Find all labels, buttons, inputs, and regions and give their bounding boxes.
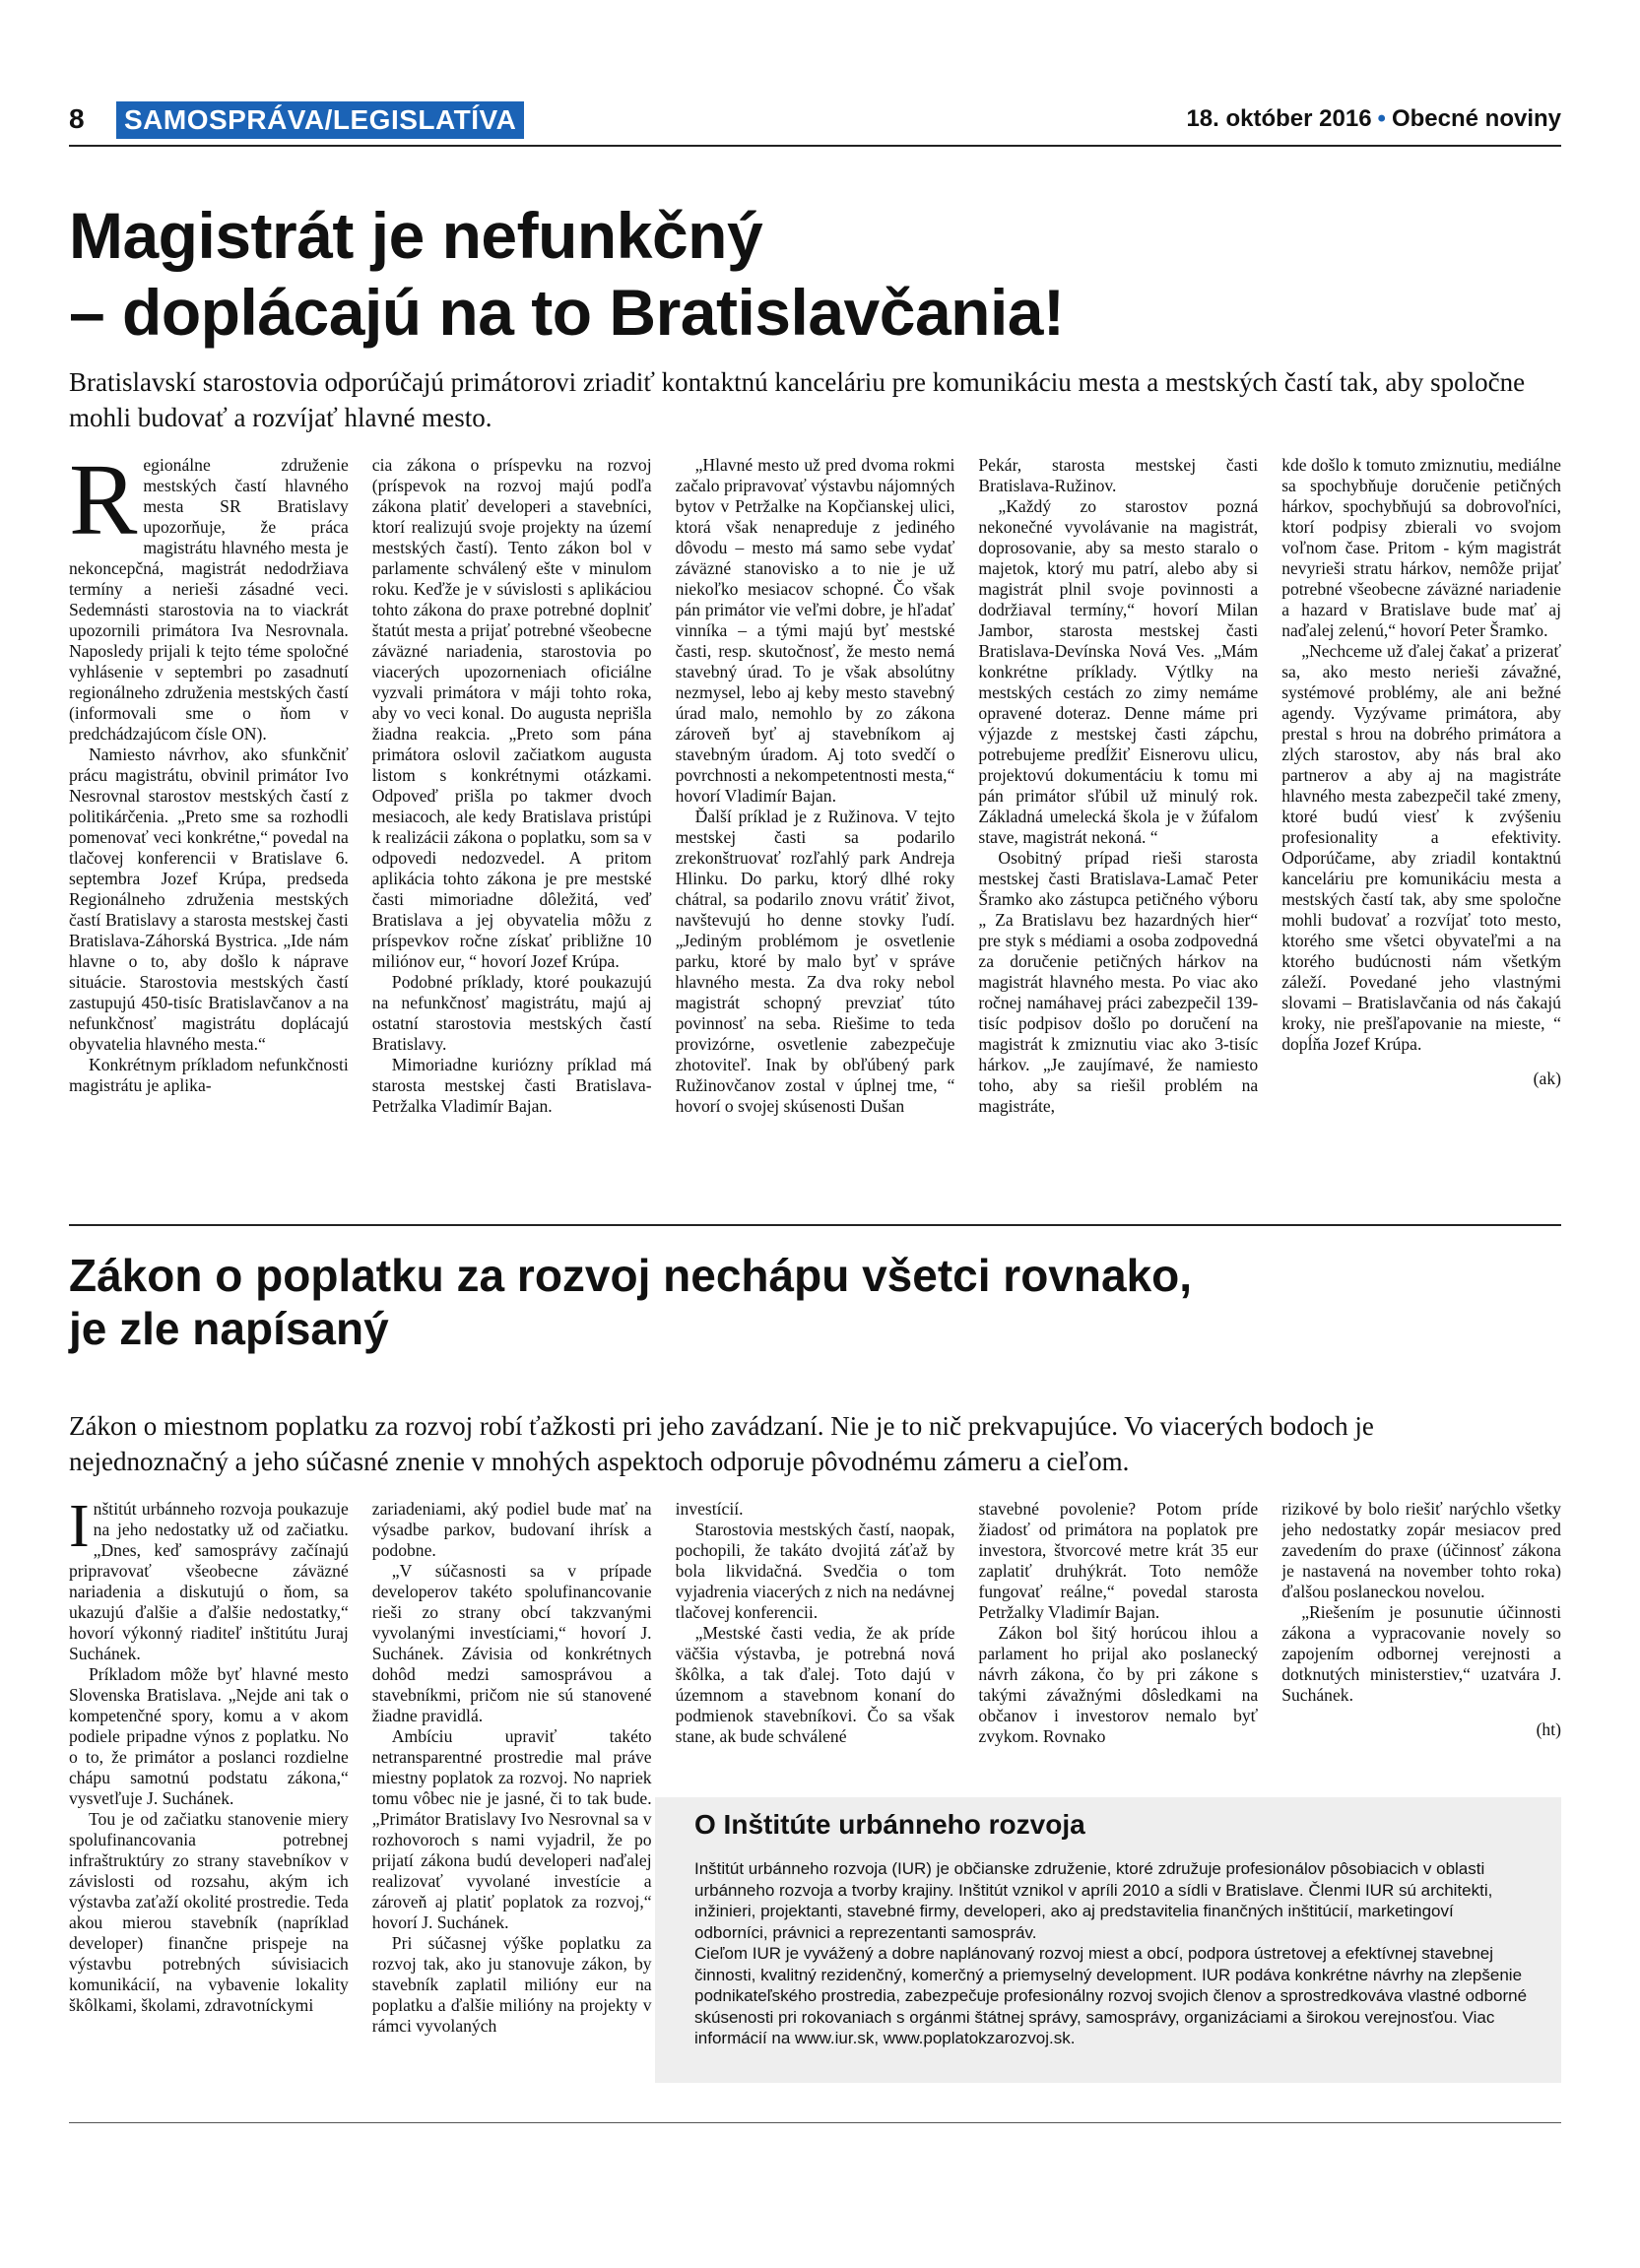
article1-paragraph: Ďalší príklad je z Ružinova. V tejto mestskej časti sa podarilo zrekonštruovať rozľahlý park Andreja Hlinku. Do parku, ktorý dlhé roky chátral, sa podarilo znovu vrátiť život, navštevujú ho denne stovky ľudí. „Jediným problémom je osvetlenie parku, ktoré by malo byť v správe hlavného mesta. Za dva roky nebol magistrát schopný prevziať túto povinnosť na seba. Riešime to teda provizórne, osvetlenie zabezpečuje zhotoviteľ. Inak by obľúbený park Ružinovčanov zostal v úplnej tme, “ hovorí o svojej skúsenosti Dušan <box>675 807 955 1116</box>
article2-paragraph: Ambíciu upraviť takéto netransparentné prostredie mal práve miestny poplatok za rozvoj. No napriek tomu vôbec nie je jasné, či to tak bude. „Primátor Bratislavy Ivo Nesrovnal sa v rozhovoroch s nami vyjadril, že po prijatí zákona budú developeri naďalej realizovať vyvolané investície a zároveň aj platiť poplatok za rozvoj,“ hovorí J. Suchánek. <box>371 1726 652 1932</box>
article1-headline-line1: Magistrát je nefunkčný <box>69 199 763 272</box>
section-label: SAMOSPRÁVA/LEGISLATÍVA <box>116 101 524 139</box>
article1-column-4 <box>978 455 1258 1213</box>
article1-headline <box>69 197 1561 351</box>
article2-headline-line2: je zle napísaný <box>69 1303 389 1354</box>
article2-paragraph: Starostovia mestských častí, naopak, pochopili, že takáto dvojitá záťaž by bola likvidačná. Svedčia o tom vyjadrenia viacerých z nich na nedávnej tlačovej konferencii. <box>675 1520 955 1622</box>
article2-paragraph: investícií. <box>675 1499 744 1519</box>
article2-paragraph: Tou je od začiatku stanovenie miery spolufinancovania potrebnej infraštruktúry zo strany stavebníkov v závislosti od rozsahu, akým ich výstavba zaťaží okolité prostredie. Teda akou mierou stavebník (napríklad developer) finančne prispeje na výstavbu potrebných súvisiacich komunikácií, na vybavenie lokality škôlkami, školami, zdravotníckymi <box>69 1809 349 2015</box>
article1-signature: (ak) <box>1533 1069 1561 1088</box>
article1-paragraph: „Hlavné mesto už pred dvoma rokmi začalo pripravovať výstavbu nájomných bytov v Petržalke na Kopčianskej ulici, ktorá však nenapreduje z jediného dôvodu – mesto má samo sebe vydať záväzné stanovisko a to nie je už niekoľko mesiacov schopné. Čo však pán primátor vie veľmi dobre, je hľadať vinníka – a tými majú byť mestské časti, resp. skutočnosť, že mesto nemá stavebný úrad. To je však absolútny nezmysel, lebo aj keby mesto stavebný úrad malo, nemohlo by zo zákona zároveň byť aj stavebníkom aj stavebným úradom. Aj toto svedčí o povrchnosti a nekompetentnosti mesta,“ hovorí Vladimír Bajan. <box>675 455 955 806</box>
bottom-rule <box>69 2122 1561 2123</box>
article2-paragraph: zariadeniami, aký podiel bude mať na výsadbe parkov, budovaní ihrísk a podobne. <box>371 1499 652 1560</box>
article1-paragraph: kde došlo k tomuto zmiznutiu, mediálne sa spochybňuje doručenie petičných hárkov, spochybňujú sa dobrovoľníci, ktorí podpisy zbierali vo svojom voľnom čase. Pritom - kým magistrát nevyrieši stratu hárkov, nemôže prijať potrebné všeobecne záväzné nariadenie a hazard v Bratislave bude mať aj naďalej zelenú,“ hovorí Peter Šramko. <box>1281 455 1561 640</box>
article1-lead: Bratislavskí starostovia odporúčajú primátorovi zriadiť kontaktnú kanceláriu pre komunikáciu mesta a mestských častí tak, aby spoločne mohli budovať a rozvíjať hlavné mesto. <box>69 367 1526 432</box>
paper-name: Obecné noviny <box>1391 105 1561 132</box>
article1-paragraph: Osobitný prípad rieši starosta mestskej časti Bratislava-Lamač Peter Šramko ako zástupca petičného výboru „ Za Bratislavu bez hazardných hier“ pre styk s médiami a osoba zodpovedná za doručenie petičných hárkov na magistrát hlavného mesta. Po viac ako ročnej namáhavej práci zabezpečil 139-tisíc podpisov došlo po doručení na magistrát k zmiznutiu viac ako 3-tisíc hárkov. „Je zaujímavé, že namiesto toho, aby sa riešil problém na magistráte, <box>978 848 1259 1116</box>
article1-column-1 <box>69 455 349 1213</box>
article2-paragraph: Zákon bol šitý horúcou ihlou a parlament ho prijal ako poslanecký návrh zákona, čo by pri zákone s takými závažnými dôsledkami na občanov i investorov nemalo byť zvykom. Rovnako <box>978 1623 1259 1746</box>
drop-cap: I <box>69 1499 90 1560</box>
article2-paragraph: rizikové by bolo riešiť narýchlo všetky jeho nedostatky zopár mesiacov pred zavedením do praxe (účinnosť zákona je nastavená na november tohto roka) ďalšou poslaneckou novelou. <box>1281 1499 1561 1601</box>
issue-date: 18. október 2016 <box>1186 105 1372 132</box>
article1-headline-line2: – doplácajú na to Bratislavčania! <box>69 276 1065 349</box>
infobox-title: O Inštitúte urbánneho rozvoja <box>694 1809 1085 1840</box>
issue-info <box>1186 105 1561 133</box>
infobox-paragraph: Cieľom IUR je vyvážený a dobre naplánovaný rozvoj miest a obcí, podpora ústretovej a efektívnej stavebnej činnosti, kvalitný rezidenčný, komerčný a priemyselný development. IUR podáva konkrétne návrhy na zlepšenie podnikateľského prostredia, zabezpečuje profesionálny rozvoj svojich členov a sprostredkováva vlastné odborné skúsenosti pri rokovaniach s orgánmi štátnej správy, samosprávy, organizáciami a širokou verejnosťou. Viac informácií na www.iur.sk, www.poplatokzarozvoj.sk. <box>694 1944 1528 2047</box>
article1-column-5 <box>1281 455 1561 1213</box>
infobox-paragraph: Inštitút urbánneho rozvoja (IUR) je občianske združenie, ktoré združuje profesionálov pôsobiacich v oblasti urbánneho rozvoja a tvorby krajiny. Inštitút vznikol v apríli 2010 a sídli v Bratislave. Členmi IUR sú architekti, inžinieri, projektanti, stavebné firmy, developeri, ako aj predstavitelia finančných inštitúcií, marketingoví odborníci, právnici a reprezentanti samospráv. <box>694 1859 1493 1942</box>
article2-paragraph: „Riešením je posunutie účinnosti zákona a vypracovanie novely so zapojením odbornej verejnosti a dotknutých ministerstiev,“ uzatvára J. Suchánek. <box>1281 1602 1561 1705</box>
article2-paragraph: „Mestské časti vedia, že ak príde väčšia výstavba, je potrebná nová škôlka, a tak ďalej. Toto dajú v územnom a stavebnom konaní do podmienok stavebníkovi. Čo sa však stane, ak bude schválené <box>675 1623 955 1746</box>
article1-paragraph: Pekár, starosta mestskej časti Bratislava-Ružinov. <box>978 455 1259 495</box>
article2-paragraph: Príkladom môže byť hlavné mesto Slovenska Bratislava. „Nejde ani tak o kompetenčné spory, komu a v akom podiele pripadne výnos z poplatku. No o to, že primátor a poslanci rozdielne chápu samotnú podstatu zákona,“ vysvetľuje J. Suchánek. <box>69 1664 349 1808</box>
article2-paragraph: Inštitút urbánneho rozvoja poukazuje na jeho nedostatky už od začiatku. „Dnes, keď samosprávy začínajú pripravovať všeobecne záväzné nariadenia a diskutujú o ňom, sa ukazujú ďalšie a ďalšie nedostatky,“ hovorí výkonný riaditeľ inštitútu Juraj Suchánek. <box>69 1499 349 1663</box>
drop-cap: R <box>69 455 138 556</box>
article2-paragraph: Pri súčasnej výške poplatku za rozvoj tak, ako ju stanovuje zákon, by stavebník zaplatil milióny eur na poplatku a ďalšie milióny na projekty v rámci vyvolaných <box>371 1933 652 2036</box>
article1-paragraph: cia zákona o príspevku na rozvoj (príspevok na rozvoj majú podľa zákona platiť developeri a stavebníci, ktorí realizujú svoje projekty na území mestských častí). Tento zákon bol v parlamente schválený ešte v minulom roku. Keďže je v súvislosti s aplikáciou tohto zákona do praxe potrebné doplniť štatút mesta a prijať potrebné všeobecne záväzné nariadenia, starostovia po viacerých upozorneniach oficiálne vyzvali primátora v máji tohto roka, aby vo veci konal. Do augusta neprišla žiadna reakcia. „Preto som pána primátora oslovil začiatkom augusta listom s konkrétnymi otázkami. Odpoveď prišla po takmer dvoch mesiacoch, ale kedy Bratislava pristúpi k realizácii zákona o poplatku, som sa v odpovedi nedozvedel. A pritom aplikácia tohto zákona je pre mestské časti mimoriadne dôležitá, veď Bratislava a jej obyvatelia môžu z príspevkov ročne získať približne 10 miliónov eur, “ hovorí Jozef Krúpa. <box>371 455 652 971</box>
infobox <box>655 1797 1561 2083</box>
article2-headline-line1: Zákon o poplatku za rozvoj nechápu všetci rovnako, <box>69 1250 1193 1301</box>
article1-paragraph: Podobné príklady, ktoré poukazujú na nefunkčnosť magistrátu, majú aj ostatní starostovia mestských častí Bratislavy. <box>371 972 652 1054</box>
article1-paragraph: „Nechceme už ďalej čakať a prizerať sa, ako mesto nerieši závažné, systémové problémy, ale ani bežné agendy. Vyzývame primátora, aby prestal s hrou na dobrého primátora a zlých starostov, aby nás bral ako partnerov a aby aj na magistráte hlavného mesta zabezpečil také zmeny, ktoré budú viesť k zvýšeniu profesionality a efektivity. Odporúčame, aby zriadil kontaktnú kanceláriu pre komunikáciu mesta a mestských častí tak, aby sme spoločne mohli budovať a rozvíjať toto mesto, ktorého sme všetci obyvateľmi a na ktorého budúcnosti nám všetkým záleží. Povedané jeho vlastnými slovami – Bratislavčania od nás čakajú kroky, nie prešľapovanie na mieste, “ dopĺňa Jozef Krúpa. <box>1281 641 1561 1054</box>
page-header <box>69 101 1561 141</box>
header-separator: • <box>1377 105 1386 132</box>
article1-paragraph: Namiesto návrhov, ako sfunkčniť prácu magistrátu, obvinil primátor Ivo Nesrovnal starostov mestských častí z politikárčenia. „Preto sme sa rozhodli pomenovať veci konkrétne,“ povedal na tlačovej konferencii v Bratislave 6. septembra Jozef Krúpa, predseda Regionálneho združenia mestských častí Bratislavy a starosta mestskej časti Bratislava-Záhorská Bystrica. „Ide nám hlavne o to, aby došlo k náprave situácie. Starostovia mestských častí zastupujú 450-tisíc Bratislavčanov a na nefunkčnosť magistrátu doplácajú obyvatelia hlavného mesta.“ <box>69 745 349 1054</box>
article-divider <box>69 1224 1561 1226</box>
article2-signature: (ht) <box>1536 1719 1561 1739</box>
article2-column-1 <box>69 1499 349 2114</box>
header-rule <box>69 145 1561 147</box>
article2-paragraph: stavebné povolenie? Potom príde žiadosť od primátora na poplatok pre investora, štvorcové metre krát 35 eur zaplatiť druhýkrát. Toto nemôže fungovať reálne,“ povedal starosta Petržalky Vladimír Bajan. <box>978 1499 1259 1622</box>
article1-paragraph: Regionálne združenie mestských častí hlavného mesta SR Bratislavy upozorňuje, že práca magistrátu hlavného mesta je nekoncepčná, magistrát nedodržiava termíny a nerieši zásadné veci. Sedemnásti starostovia na to viackrát upozornili primátora Iva Nesrovnala. Naposledy prijali k tejto téme spoločné vyhlásenie v septembri po zasadnutí regionálneho združenia mestských častí (informovali sme o ňom v predchádzajúcom čísle ON). <box>69 455 349 744</box>
infobox-text <box>694 1858 1532 2049</box>
article2-paragraph: „V súčasnosti sa v prípade developerov takéto spolufinancovanie rieši zo strany obcí takzvanými vyvolanými investíciami,“ hovorí J. Suchánek. Závisia od konkrétnych dohôd medzi samosprávou a stavebníkmi, pričom nie sú stanovené žiadne pravidlá. <box>371 1561 652 1725</box>
article2-lead: Zákon o miestnom poplatku za rozvoj robí ťažkosti pri jeho zavádzaní. Nie je to nič prekvapujúce. Vo viacerých bodoch je nejednoznačný a jeho súčasné znenie v mnohých aspektoch odporuje pôvodnému zámeru a cieľom. <box>69 1411 1374 1476</box>
article1-paragraph: Konkrétnym príkladom nefunkčnosti magistrátu je aplika- <box>69 1055 349 1095</box>
page-number: 8 <box>69 103 85 134</box>
article1-column-2 <box>372 455 652 1213</box>
article1-body <box>69 455 1561 1213</box>
article1-column-3 <box>676 455 955 1213</box>
article2-column-2 <box>372 1499 652 2114</box>
article1-paragraph: „Každý zo starostov pozná nekonečné vyvolávanie na magistrát, doprosovanie, aby sa mesto staralo o majetok, ktorý mu patrí, alebo aby si magistrát plnil svoje povinnosti a dodržiaval termíny,“ hovorí Milan Jambor, starosta mestskej časti Bratislava-Devínska Nová Ves. „Mám konkrétne príklady. Výtlky na mestských cestách zo zimy nemáme opravené doteraz. Denne máme pri výjazde z mestskej časti zápchu, potrebujeme predĺžiť Eisnerovu ulicu, projektovú dokumentáciu k tomu mi pán primátor sľúbil už minulý rok. Základná umelecká škola je v žúfalom stave, magistrát nekoná. “ <box>978 496 1259 847</box>
article1-paragraph: Mimoriadne kuriózny príklad má starosta mestskej časti Bratislava-Petržalka Vladimír Bajan. <box>371 1055 652 1116</box>
article2-headline <box>69 1249 1561 1355</box>
